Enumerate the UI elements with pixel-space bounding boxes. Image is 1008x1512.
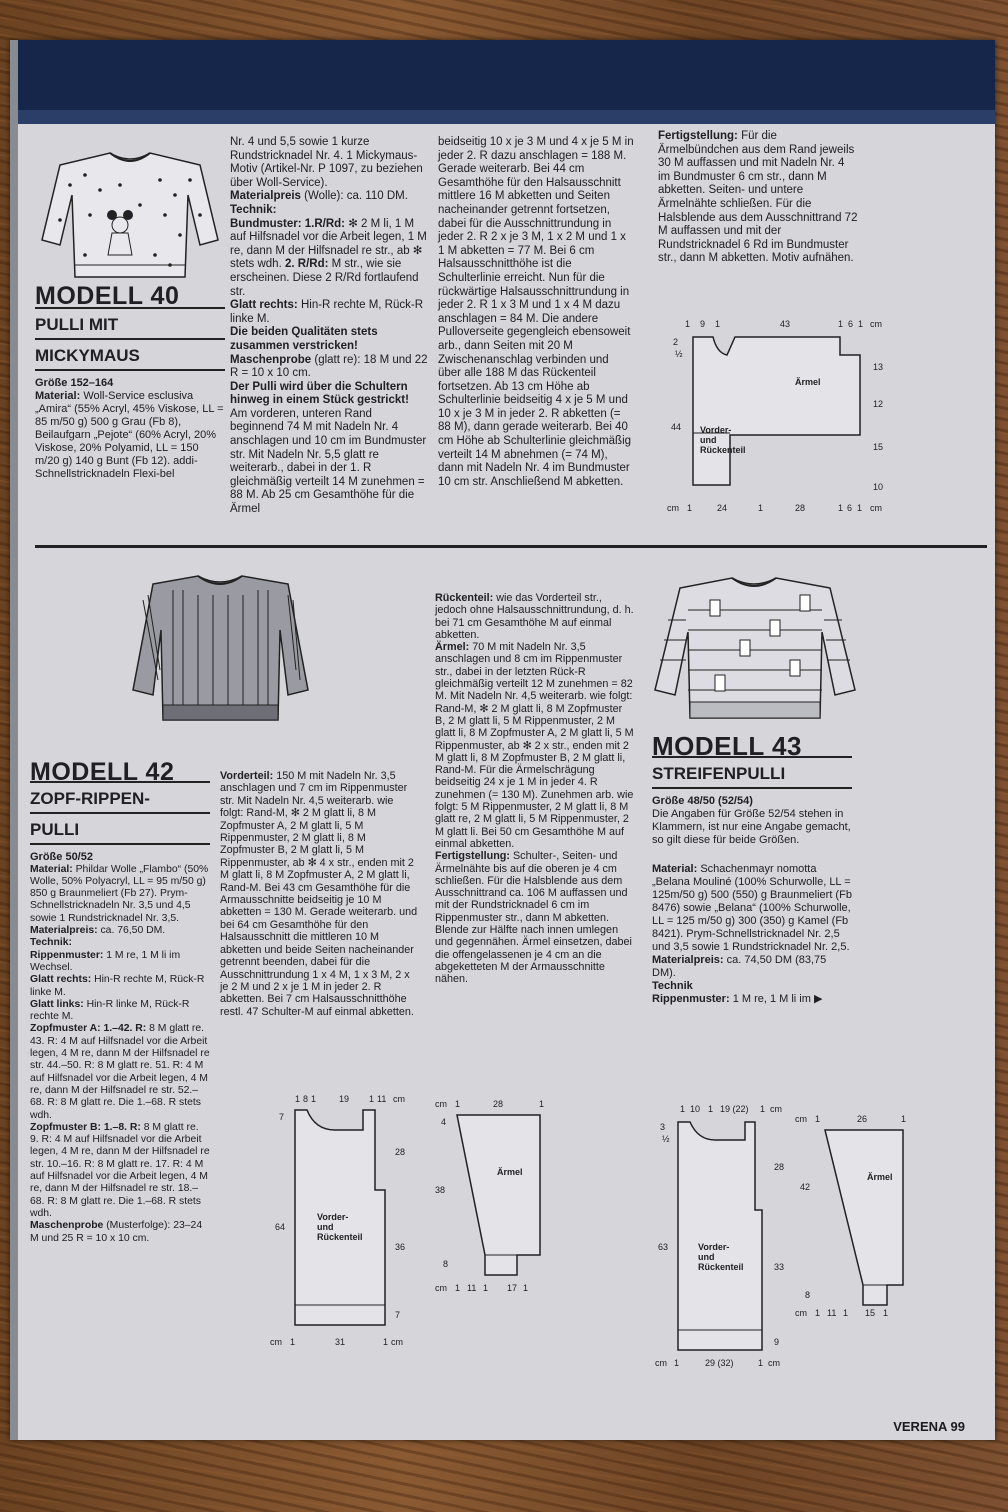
d43b-left-1: ½ xyxy=(662,1134,670,1144)
d42s-bottom-3: 1 xyxy=(483,1283,489,1293)
d43s-bottom-3: 1 xyxy=(843,1308,849,1318)
d42b-left-1: 64 xyxy=(275,1222,286,1232)
glatt-label: Glatt rechts: xyxy=(30,974,92,986)
zopfB-text: 8 M glatt re. 9. R: 4 M auf Hilfsnadel vor die Arbeit legen, 4 M re, dann M der Hilfsnadel re str. 10.–16. R: 8 M glatt re. 17. R: 4 M auf Hilfsnadel vor die Arbeit legen, 4 M re, dann M der Hilfsnadel re str. 18.–68. R: 8 M glatt re. Die 1.–68. R stets wdh. xyxy=(30,1121,210,1219)
modell-42-vorderteil xyxy=(220,770,418,1018)
subtitle-rule xyxy=(30,843,210,845)
probe-text: (glatt re): 18 M und 22 R = 10 x 10 cm. xyxy=(230,353,428,380)
d42b-bottom-4: cm xyxy=(391,1337,403,1347)
d42b-label-1: Vorder- xyxy=(317,1212,349,1222)
subtitle-rule xyxy=(35,369,225,371)
dia40-bottom-2: 24 xyxy=(717,503,728,513)
price-label: Materialpreis: xyxy=(652,954,724,966)
price-line xyxy=(230,190,428,204)
ruecken-label: Rückenteil: xyxy=(435,592,494,604)
page-footer: VERENA 99 xyxy=(893,1419,965,1434)
fertig-label: Fertigstellung: xyxy=(658,130,738,142)
zopfA-text: 8 M glatt re. 43. R: 4 M auf Hilfsnadel vor die Arbeit legen, 4 M re, dann M der Hilfsnadel re str. 44.–50. R: 8 M glatt re. 51. R: 4 M auf Hilfsnadel vor die Arbeit legen, 4 M re, dann M der Hilfsnadel re str. 52.–68. R: 8 M glatt re. Die 1.–68. R stets wdh. xyxy=(30,1023,210,1121)
rippen-line xyxy=(30,950,210,975)
sweater-42-illustration xyxy=(128,570,313,745)
dia40-top-4: 1 xyxy=(838,319,844,329)
dia40-left-2: 44 xyxy=(671,422,682,432)
d42s-bottom-4: 17 xyxy=(507,1283,518,1293)
technik-label: Technik xyxy=(652,980,693,992)
d43b-bottom-3: 1 xyxy=(758,1358,764,1368)
rippen-label: Rippenmuster: xyxy=(30,949,104,961)
modell-40-title: MODELL 40 xyxy=(35,282,180,310)
dia40-top-6: 1 xyxy=(858,319,864,329)
d42b-top-4: 1 xyxy=(369,1094,375,1104)
d43s-bottom-4: 15 xyxy=(865,1308,876,1318)
modell-42-subtitle-2: PULLI xyxy=(30,820,80,840)
d43s-top-2: 26 xyxy=(857,1114,868,1124)
zopfB-label: Zopfmuster B: 1.–8. R: xyxy=(30,1121,141,1133)
modell-43-note: Die Angaben für Größe 52/54 stehen in Klammern, ist nur eine Angabe gemacht, so gilt diese für beide Größen. xyxy=(652,808,851,846)
dia40-label-body3: Rückenteil xyxy=(700,445,746,455)
d42s-top-1: 1 xyxy=(455,1099,461,1109)
price-value: ca. 74,50 DM (83,75 DM). xyxy=(652,954,827,979)
d43b-right-2: 9 xyxy=(774,1337,780,1347)
glattli-label: Glatt links: xyxy=(30,998,84,1010)
modell-43-size: Größe 48/50 (52/54) xyxy=(652,795,753,807)
aermel-label: Ärmel: xyxy=(435,641,470,654)
d43b-top-0: 1 xyxy=(680,1104,686,1114)
dia40-label-body1: Vorder- xyxy=(700,425,732,435)
continue-arrow-icon: ▶ xyxy=(813,993,823,1005)
d43s-top-1: 1 xyxy=(815,1114,821,1124)
d43s-bottom-5: 1 xyxy=(883,1308,889,1318)
d42b-right-2: 7 xyxy=(395,1310,401,1320)
d43b-top-5: cm xyxy=(770,1104,782,1114)
dia40-right-0: 13 xyxy=(873,362,884,372)
d43b-top-3: 19 (22) xyxy=(720,1104,749,1114)
d43b-label-2: und xyxy=(698,1252,715,1262)
d43s-top-0: cm xyxy=(795,1114,807,1124)
modell-43-subtitle: STREIFENPULLI xyxy=(652,764,786,783)
magazine-page xyxy=(10,40,995,1440)
aermel-text: 70 M mit Nadeln Nr. 3,5 anschlagen und 8 cm im Rippenmuster str., dabei in der letzten Rück-R gleichmäßig verteilt 12 M zunehmen = 82 M. Mit Nadeln Nr. 4,5 weiterarb. wie folgt: Rand-M, ✻ 2 M glatt li, 8 M Zopfmuster B, 2 M glatt li, 5 M Rippenmuster, 2 M glatt li, 8 M Zopfmuster A, 2 M glatt li, 5 M Rippenmuster, ab ✻ 2 x str., enden mit 2 M glatt li, 8 M Zopfmuster B, 2 M glatt li, Rand-M. Für die Ärmelschrägung beidseitig 24 x je 1 M in jeder 4. R zunehmen (= 130 M). Zunehmen arb. wie folgt: 5 M Rippenmuster, 2 M glatt li, 8 M glatt re, 2 M glatt li, 5 M Rippenmuster, 2 M glatt li. Bei 50 cm Gesamthöhe M auf einmal abketten. xyxy=(435,641,634,850)
modell-43-title: MODELL 43 xyxy=(652,731,802,761)
modell-42-material xyxy=(30,864,210,925)
zopfA-line xyxy=(30,1023,210,1121)
aermel-line xyxy=(435,641,635,850)
fertig-line xyxy=(658,130,858,266)
modell-42-column-3 xyxy=(435,592,635,986)
d42s-top-0: cm xyxy=(435,1099,447,1109)
d42s-top-2: 28 xyxy=(493,1099,504,1109)
material-text: Woll-Service esclusiva „Amira“ (55% Acryl, 45% Viskose, LL = 85 m/50 g) 500 g Grau (Fb 8), Beilaufgarn „Pejote“ (60% Acryl, 20% Viskose, 20% Polyamid, LL = 150 m/20 g) 140 g Bunt (Fb 12). addi-Schnellstricknadeln Flexi-bel xyxy=(35,390,224,481)
rippen-line xyxy=(652,993,852,1006)
subtitle-rule xyxy=(652,787,852,789)
glatt-text: Hin-R rechte M, Rück-R linke M. xyxy=(30,974,205,998)
rippen-text: 1 M re, 1 M li im Wechsel. xyxy=(30,949,181,973)
glatt-text: Hin-R rechte M, Rück-R linke M. xyxy=(230,299,424,325)
modell-40-column-4 xyxy=(658,130,858,266)
bund-label: Bundmuster: 1.R/Rd: xyxy=(230,217,345,230)
modell-43-body-schematic xyxy=(650,1100,800,1370)
glatt-line xyxy=(30,974,210,999)
glattli-line xyxy=(30,999,210,1024)
probe-label: Maschenprobe xyxy=(30,1220,104,1232)
dia40-top-3: 43 xyxy=(780,319,791,329)
glatt-label: Glatt rechts: xyxy=(230,299,298,312)
d43b-bottom-4: cm xyxy=(768,1358,780,1368)
material-text: Phildar Wolle „Flambo“ (50% Wolle, 50% Polyacryl, LL = 95 m/50 g) 850 g Braunmeliert (Fb 27). Prym-Schnellstricknadeln Nr. 3,5 und 4,5 sowie 1 Rundstricknadel Nr. 3,5. xyxy=(30,863,209,924)
d42s-left-0: 4 xyxy=(441,1117,447,1127)
fertig-label: Fertigstellung: xyxy=(435,850,510,863)
dia40-bottom-8: cm xyxy=(870,503,882,513)
d42b-bottom-2: 31 xyxy=(335,1337,346,1347)
price-label: Materialpreis xyxy=(230,190,301,203)
bund-text: ✻ 2 M li, 1 M auf Hilfsnadel vor die Arbeit legen, 1 M re, dann M der Hilfsnadel re str., ab ✻ stets wdh. xyxy=(230,217,427,271)
dia40-top-7: cm xyxy=(870,319,882,329)
d43s-top-3: 1 xyxy=(901,1114,907,1124)
material-label: Material: xyxy=(35,390,81,403)
dia40-left-1: ½ xyxy=(675,349,683,359)
dia40-bottom-6: 6 xyxy=(847,503,853,513)
dia40-top-1: 9 xyxy=(700,319,706,329)
d43b-right-0: 28 xyxy=(774,1162,785,1172)
dia40-right-1: 12 xyxy=(873,399,884,409)
modell-42-body-schematic xyxy=(265,1090,425,1350)
d42b-right-1: 36 xyxy=(395,1242,406,1252)
sweater-40-illustration xyxy=(40,145,220,290)
modell-43-material xyxy=(652,863,852,954)
d43s-left-1: 8 xyxy=(805,1290,811,1300)
zopfA-label: Zopfmuster A: 1.–42. R: xyxy=(30,1023,147,1035)
d43b-top-2: 1 xyxy=(708,1104,714,1114)
probe-label: Maschenprobe xyxy=(230,353,312,366)
modell-43-sleeve-schematic xyxy=(795,1110,920,1320)
zopfB-line xyxy=(30,1122,210,1220)
modell-42-price xyxy=(30,925,210,937)
subtitle-rule xyxy=(30,812,210,814)
price-value: (Wolle): ca. 110 DM. xyxy=(304,190,408,203)
glatt-line xyxy=(230,299,428,326)
dia40-bottom-3: 1 xyxy=(758,503,764,513)
modell-43-block xyxy=(652,731,852,1006)
d42b-right-0: 28 xyxy=(395,1147,406,1157)
dia40-bottom-5: 1 xyxy=(838,503,844,513)
fertig-text: Für die Ärmelbündchen aus dem Rand jeweils 30 M auffassen und mit Nadeln Nr. 4 im Bundmuster 6 cm str., dann M abketten. Seiten- und untere Ärmelnähte schließen. Für die Halsblende aus dem Ausschnittrand 72 M auffassen und mit der Rundstricknadel 6 Rd im Bundmuster str., dann M abketten. Motiv aufnähen. xyxy=(658,130,858,265)
fertig-line xyxy=(435,850,635,985)
d42b-top-0: 1 xyxy=(295,1094,301,1104)
d42b-label-3: Rückenteil xyxy=(317,1232,363,1242)
col3-text: beidseitig 10 x je 3 M und 4 x je 5 M in jeder 2. R dazu anschlagen = 188 M. Gerade weiterarb. Bei 44 cm Gesamthöhe für den Halsausschnitt mittlere 16 M abketten und Seiten nacheinander getrennt fortsetzen, dabei für die Ausschnittrundung in jeder 2. R 2 x je 3 M, 1 x 2 M und 1 x 1 M abketten = 77 M. Bei 6 cm Halsausschnitthöhe ist die Schulterlinie erreicht. Nun für die rückwärtige Halsausschnittrundung in jeder 2. R 1 x 3 M und 1 x 4 M dazu anschlagen = 84 M. Die andere Pulloverseite gegengleich ebensoweit arb., dann Seiten mit 20 M Zwischenanschlag verbinden und über alle 188 M das Rückenteil fortsetzen. Ab 13 cm Höhe ab Schulterlinie beidseitig 4 x je 5 M und 10 x je 3 M in jeder 2. R abketten (= 88 M), dann gerade weiterarb. Bei 40 cm Höhe ab Schulterlinie gleichmäßig verteilt 14 M abnehmen (= 74 M), dann mit Nadeln Nr. 4 im Bundmuster 10 cm str. Anschließend M abketten. xyxy=(438,136,634,488)
section-divider xyxy=(35,545,987,548)
price-label: Materialpreis: xyxy=(30,925,98,937)
dia40-top-2: 1 xyxy=(715,319,721,329)
rippen-text: 1 M re, 1 M li im xyxy=(732,993,811,1005)
d43b-top-4: 1 xyxy=(760,1104,766,1114)
modell-42-sleeve-schematic xyxy=(435,1095,565,1295)
modell-40-column-2 xyxy=(230,136,428,517)
d43s-left-0: 42 xyxy=(800,1182,811,1192)
modell-40-material xyxy=(35,390,225,481)
d42s-top-3: 1 xyxy=(539,1099,545,1109)
dia40-top-0: 1 xyxy=(685,319,691,329)
dia40-right-2: 15 xyxy=(873,442,884,452)
modell-42-heading-block xyxy=(30,758,210,1245)
d42s-bottom-1: 1 xyxy=(455,1283,461,1293)
dia40-bottom-0: cm xyxy=(667,503,679,513)
d42b-top-2: 1 xyxy=(311,1094,317,1104)
bund-line xyxy=(230,218,428,300)
dia40-left-0: 2 xyxy=(673,337,679,347)
vorder-label: Vorderteil: xyxy=(220,770,274,782)
material-text: Schachenmayr nomotta „Belana Mouliné (100% Schurwolle, LL = 125m/50 g) 500 (550) g Braunmeliert (Fb 8476) sowie „Belana“ (100% Schurwolle, LL = 125 m/50 g) 300 (350) g Kamel (Fb 8421). Prym-Schnellstricknadel Nr. 2,5 und 3,5 sowie 1 Rundstricknadel Nr. 2,5. xyxy=(652,863,852,953)
d42b-bottom-1: 1 xyxy=(290,1337,296,1347)
ruecken-text: wie das Vorderteil str., jedoch ohne Halsausschnittrundung, d. h. bei 71 cm Gesamthöhe M auf einmal abketten. xyxy=(435,592,634,641)
d43s-label: Ärmel xyxy=(867,1172,893,1182)
ruecken-line xyxy=(435,592,635,641)
d42s-bottom-2: 11 xyxy=(467,1283,477,1293)
d43b-bottom-2: 29 (32) xyxy=(705,1358,734,1368)
probe-line xyxy=(230,354,428,381)
probe-text: (Musterfolge): 23–24 M und 25 R = 10 x 10 cm. xyxy=(30,1220,203,1244)
d42b-bottom-0: cm xyxy=(270,1337,282,1347)
price-value: ca. 76,50 DM. xyxy=(100,925,166,937)
d42b-top-1: 8 xyxy=(303,1094,309,1104)
glattli-text: Hin-R linke M, Rück-R rechte M. xyxy=(30,998,190,1023)
d43b-bottom-1: 1 xyxy=(674,1358,680,1368)
d42b-top-6: cm xyxy=(393,1094,405,1104)
d42b-bottom-3: 1 xyxy=(383,1337,389,1347)
modell-40-heading-block xyxy=(35,282,225,481)
col2-rest: Am vorderen, unteren Rand beginnend 74 M mit Nadeln Nr. 4 anschlagen und 10 cm im Bundmuster str. Mit Nadeln Nr. 5,5 glatt re weiterarb., dabei in der 1. R gleichmäßig verteilt 14 M zunehmen = 88 M. Ab 25 cm Gesamthöhe für die Ärmel xyxy=(230,407,427,516)
d42b-top-5: 11 xyxy=(377,1094,387,1104)
modell-40-subtitle-2: MICKYMAUS xyxy=(35,345,140,365)
d42b-label-2: und xyxy=(317,1222,334,1232)
d42s-left-2: 8 xyxy=(443,1259,449,1269)
material-label: Material: xyxy=(30,863,73,875)
modell-40-size: Größe 152–164 xyxy=(35,376,114,389)
dia40-right-3: 10 xyxy=(873,482,884,492)
dia40-bottom-7: 1 xyxy=(857,503,863,513)
probe-line xyxy=(30,1220,210,1245)
d42s-left-1: 38 xyxy=(435,1185,446,1195)
dia40-label-sleeve: Ärmel xyxy=(795,377,821,387)
modell-42-title: MODELL 42 xyxy=(30,758,175,786)
d43b-right-1: 33 xyxy=(774,1262,785,1272)
note-2: Der Pulli wird über die Schultern hinweg in einem Stück gestrickt! xyxy=(230,380,409,407)
d43s-bottom-2: 11 xyxy=(827,1308,837,1318)
modell-40-schematic xyxy=(655,315,895,515)
d43b-left-2: 63 xyxy=(658,1242,669,1252)
page-spine xyxy=(10,40,18,1440)
d43b-top-1: 10 xyxy=(690,1104,701,1114)
vorder-text: 150 M mit Nadeln Nr. 3,5 anschlagen und 7 cm im Rippenmuster str. Mit Nadeln Nr. 4,5 weiterarb. wie folgt: Rand-M, ✻ 2 M glatt li, 8 M Zopfmuster A, 2 M glatt li, 5 M Rippenmuster, 2 M glatt li, 8 M Zopfmuster B, 2 M glatt li, 5 M Rippenmuster, ab ✻ 4 x str., enden mit 2 M glatt li, 8 M Zopfmuster A, 2 M glatt li, Rand-M. Bei 43 cm Gesamthöhe für die Armausschnitte beidseitig je 10 M abketten = 130 M. Gerade weiterarb. und bei 64 cm Gesamthöhe für den Halsausschnitt die mittleren 10 M abketten und beide Seiten nacheinander getrennt beenden, dabei für die Ausschnittrundung 1 x 4 M, 1 x 3 M, 2 x je 2 M und 2 x je 1 M in jeder 2. R abketten. Bei 7 cm Halsausschnitthöhe restl. 47 Schulter-M auf einmal abketten. xyxy=(220,770,418,1018)
d42b-left-0: 7 xyxy=(279,1112,285,1122)
subtitle-rule xyxy=(35,338,225,340)
bund2-label: 2. R/Rd: xyxy=(284,258,329,271)
d43b-bottom-0: cm xyxy=(655,1358,667,1368)
header-band xyxy=(10,40,995,110)
col2-intro: Nr. 4 und 5,5 sowie 1 kurze Rundstricknadel Nr. 4. 1 Mickymaus-Motiv (Artikel-Nr. P 1097, zu beziehen über Woll-Service). xyxy=(230,136,423,189)
modell-42-size: Größe 50/52 xyxy=(30,851,93,864)
d42s-label: Ärmel xyxy=(497,1167,523,1177)
bund2-text: M str., wie sie erscheinen. Diese 2 R/Rd fortlaufend str. xyxy=(230,258,419,298)
modell-42-subtitle-1: ZOPF-RIPPEN- xyxy=(30,789,150,809)
d43s-bottom-1: 1 xyxy=(815,1308,821,1318)
material-label: Material: xyxy=(652,863,698,875)
rippen-label: Rippenmuster: xyxy=(652,993,730,1005)
d43s-bottom-0: cm xyxy=(795,1308,807,1318)
d43b-left-0: 3 xyxy=(660,1122,666,1132)
modell-40-column-3 xyxy=(438,136,634,489)
d42s-bottom-0: cm xyxy=(435,1283,447,1293)
technik-label: Technik: xyxy=(230,203,277,216)
fertig-text: Schulter-, Seiten- und Ärmelnähte bis auf die oberen je 4 cm schließen. Für die Halsblende aus dem Ausschnittrand ca. 106 M auffassen und mit der Rundstricknadel 6 cm im Rippenmuster str., dann M abketten. Blende zur Hälfte nach innen umlegen und gegennähen. Ärmel einsetzen, dabei die offengelassenen je 4 cm an die abgeketteten M der Armausschnitte nähen. xyxy=(435,850,632,986)
d43b-label-1: Vorder- xyxy=(698,1242,730,1252)
modell-43-price xyxy=(652,954,852,980)
d42b-top-3: 19 xyxy=(339,1094,350,1104)
note-1: Die beiden Qualitäten stets zusammen verstricken! xyxy=(230,326,378,352)
modell-40-subtitle-1: PULLI MIT xyxy=(35,314,119,334)
d42s-bottom-5: 1 xyxy=(523,1283,529,1293)
dia40-top-5: 6 xyxy=(848,319,854,329)
dia40-bottom-1: 1 xyxy=(687,503,693,513)
dia40-label-body2: und xyxy=(700,435,717,445)
technik-label: Technik: xyxy=(30,937,72,949)
d43b-label-3: Rückenteil xyxy=(698,1262,744,1272)
sweater-43-illustration xyxy=(650,570,860,735)
dia40-bottom-4: 28 xyxy=(795,503,806,513)
